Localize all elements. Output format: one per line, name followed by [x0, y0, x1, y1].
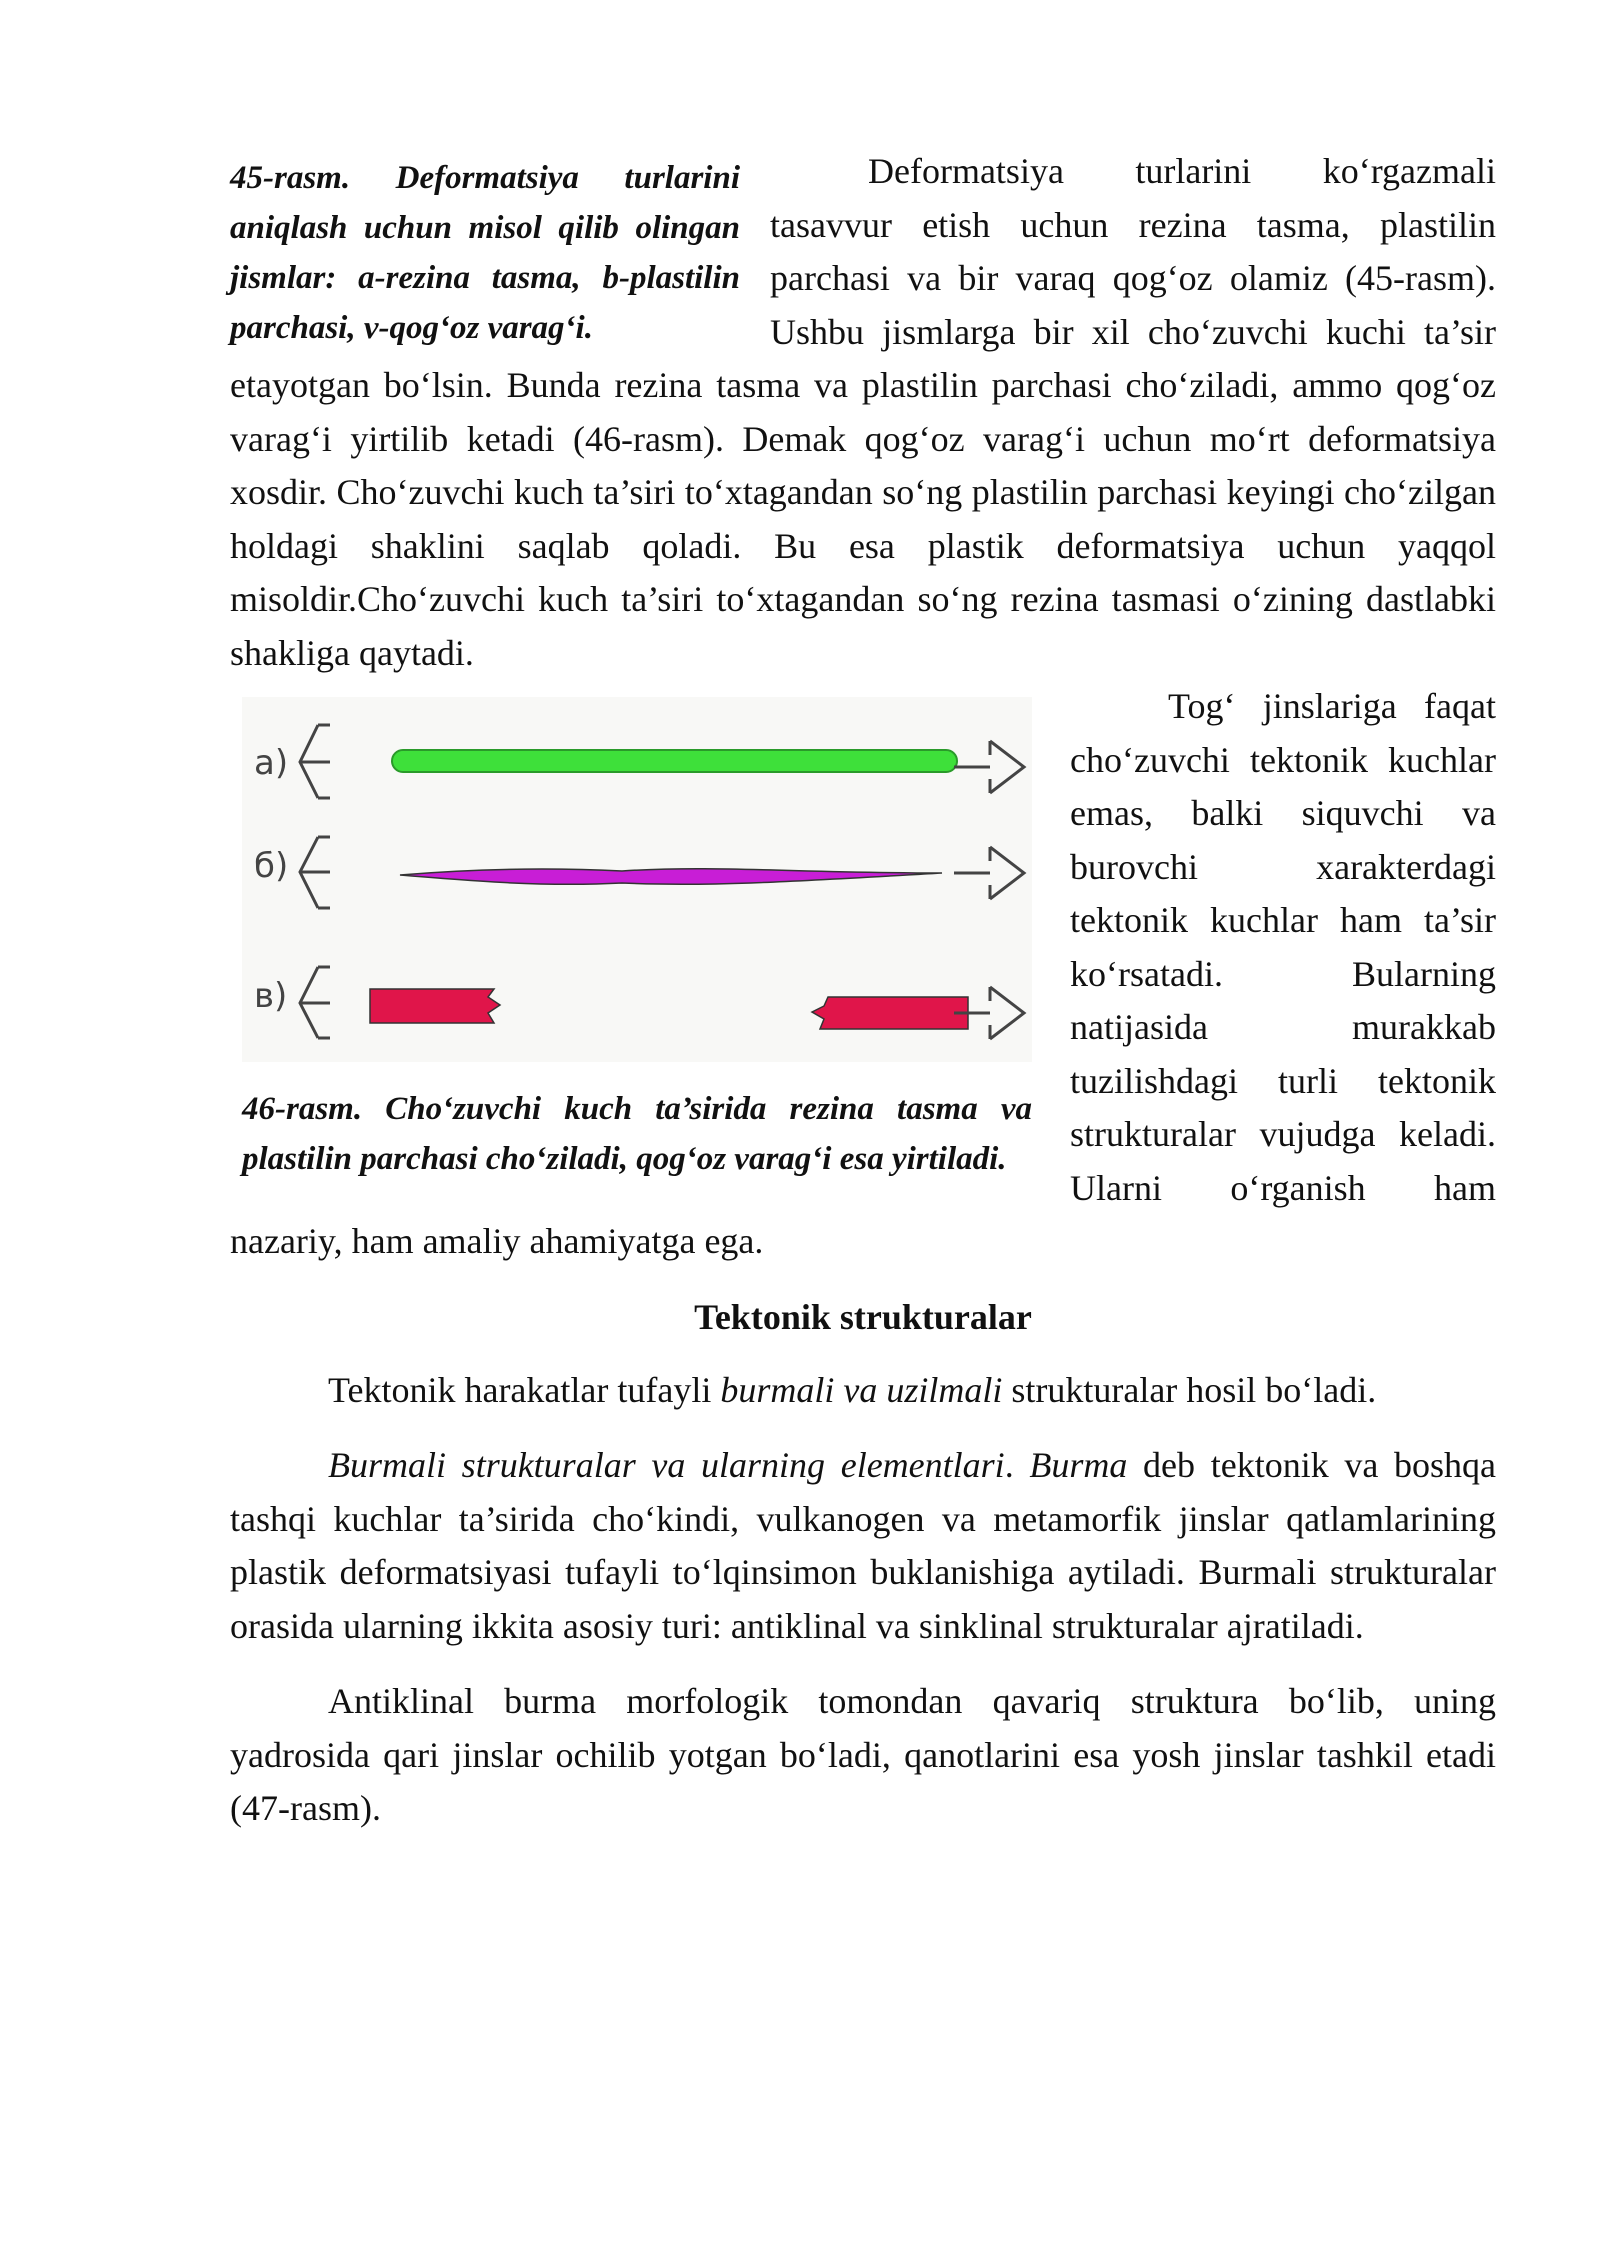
paragraph-deformation-types: Deformatsiya turlarini ko‘rgazmali tasavvur etish uchun rezina tasma, plastilin parchasi va bir varaq qog‘oz olamiz (45-rasm). Ushbu jismlarga bir xil cho‘zuvchi kuchi ta’sir etayotgan bo‘lsin. Bunda rezina tasma va plastilin parchasi cho‘ziladi, ammo qog‘oz varag‘i yirtilib ketadi (46-rasm). Demak qog‘oz varag‘i uchun mo‘rt deformatsiya xosdir. Cho‘zuvchi kuch ta’siri to‘xtagandan so‘ng plastilin parchasi keyingi cho‘zilgan holdagi shaklini saqlab qoladi. Bu esa plastik deformatsiya uchun yaqqol misoldir.Cho‘zuvchi kuch ta’siri to‘xtagandan so‘ng rezina tasmasi o‘zining dastlabki shakliga qaytadi. — [230, 151, 1496, 673]
document-page — [230, 145, 1496, 1836]
paragraph-folded-structures: Burmali strukturalar va ularning elementlari. Burma deb tektonik va boshqa tashqi kuchlar ta’sirida cho‘kindi, vulkanogen va metamorfik jinslar qatlamlarining plastik deformatsiyasi tufayli to‘lqinsimon buklanishiga aytiladi. Burmali strukturalar orasida ularning ikkita asosiy turi: antiklinal va sinklinal strukturalar ajratiladi. — [230, 1445, 1497, 1646]
deformation-illustration — [242, 697, 1032, 1062]
figure-46-image — [242, 697, 1032, 1062]
label-v: в) — [254, 976, 288, 1016]
figure-45-caption: 45-rasm. Deformatsiya turlarini aniqlash uchun misol qilib olingan jismlar: a-rezina tasma, b-plastilin parchasi, v-qog‘oz varag‘i. — [230, 160, 740, 346]
rubber-band — [392, 750, 957, 772]
figure-46-caption: 46-rasm. Cho‘zuvchi kuch ta’sirida rezina tasma va plastilin parchasi cho‘ziladi, qog‘oz varag‘i esa yirtiladi. — [242, 1091, 1032, 1177]
label-b: б) — [254, 846, 289, 886]
left-arrow-icon — [300, 837, 330, 908]
paragraph-tectonic-forces: Tog‘ jinslariga faqat cho‘zuvchi tektonik kuchlar emas, balki siquvchi va burovchi xarakterdagi tektonik kuchlar ham ta’sir ko‘rsatadi. Bularning natijasida murakkab tuzilishdagi turli tektonik strukturalar vujudga keladi. Ularni o‘rganish ham nazariy, ham amaliy ahamiyatga ega. — [230, 686, 1496, 1261]
right-arrow-icon — [954, 741, 1024, 793]
paper-piece-right — [812, 997, 968, 1029]
right-arrow-icon — [954, 847, 1024, 899]
left-arrow-icon — [300, 967, 330, 1038]
figure-46 — [230, 697, 1030, 1184]
label-a: а) — [254, 743, 289, 783]
paragraph-structures-intro: Tektonik harakatlar tufayli burmali va uzilmali strukturalar hosil bo‘ladi. — [328, 1369, 1377, 1410]
plasticine-piece — [400, 869, 942, 885]
right-arrow-icon — [954, 987, 1024, 1039]
paper-piece-left — [370, 989, 500, 1023]
paragraph-anticline: Antiklinal burma morfologik tomondan qavariq struktura bo‘lib, uning yadrosida qari jinslar ochilib yotgan bo‘ladi, qanotlarini esa yosh jinslar tashkil etadi (47-rasm). — [230, 1681, 1496, 1828]
left-arrow-icon — [300, 725, 330, 798]
section-heading: Tektonik strukturalar — [694, 1296, 1032, 1337]
